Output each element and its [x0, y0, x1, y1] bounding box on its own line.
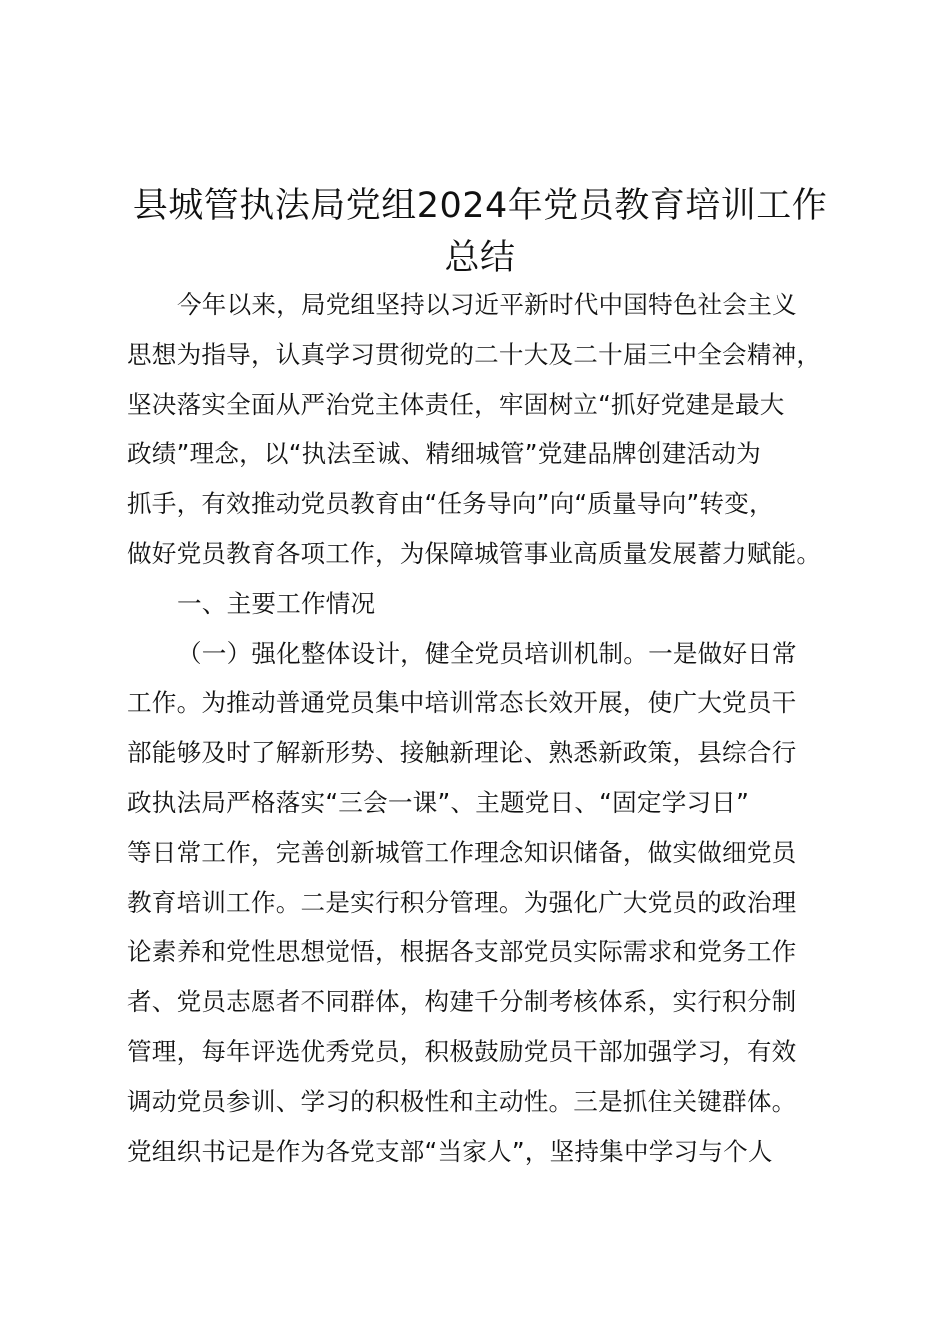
- paragraph-line: 者、党员志愿者不同群体，构建千分制考核体系，实行积分制: [127, 987, 797, 1017]
- paragraph-line: 教育培训工作。二是实行积分管理。为强化广大党员的政治理: [127, 887, 797, 917]
- paragraph-line: 调动党员参训、学习的积极性和主动性。三是抓住关键群体。: [127, 1086, 797, 1116]
- document-body: [127, 280, 857, 1176]
- title-line-2: 总结: [444, 238, 516, 278]
- paragraph-line: 政执法局严格落实“三会一课”、主题党日、“固定学习日”: [127, 787, 750, 817]
- paragraph-line: 政绩”理念，以“执法至诚、精细城管”党建品牌创建活动为: [127, 439, 761, 469]
- paragraph-line: 部能够及时了解新形势、接触新理论、熟悉新政策，县综合行: [127, 738, 797, 768]
- paragraph-line: 等日常工作，完善创新城管工作理念知识储备，做实做细党员: [127, 837, 797, 867]
- paragraph-line: 今年以来，局党组坚持以习近平新时代中国特色社会主义: [177, 290, 797, 319]
- paragraph-line: 做好党员教育各项工作，为保障城管事业高质量发展蓄力赋能。: [127, 538, 822, 568]
- paragraph-line: 思想为指导，认真学习贯彻党的二十大及二十届三中全会精神，: [127, 339, 822, 369]
- paragraph-line: 工作。为推动普通党员集中培训常态长效开展，使广大党员干: [127, 688, 797, 718]
- paragraph-line: 管理，每年评选优秀党员，积极鼓励党员干部加强学习，有效: [127, 1036, 797, 1066]
- paragraph-line: （一）强化整体设计，健全党员培训机制。一是做好日常: [177, 638, 797, 668]
- document-title: [110, 180, 850, 284]
- section-heading: 一、主要工作情况: [177, 588, 376, 618]
- paragraph-line: 抓手，有效推动党员教育由“任务导向”向“质量导向”转变，: [127, 489, 774, 519]
- paragraph-line: 党组织书记是作为各党支部“当家人”，坚持集中学习与个人: [127, 1136, 773, 1166]
- paragraph-line: 论素养和党性思想觉悟，根据各支部党员实际需求和党务工作: [127, 937, 797, 967]
- paragraph-line: 坚决落实全面从严治党主体责任，牢固树立“抓好党建是最大: [127, 389, 785, 419]
- title-line-1: 县城管执法局党组2024年党员教育培训工作: [132, 186, 828, 226]
